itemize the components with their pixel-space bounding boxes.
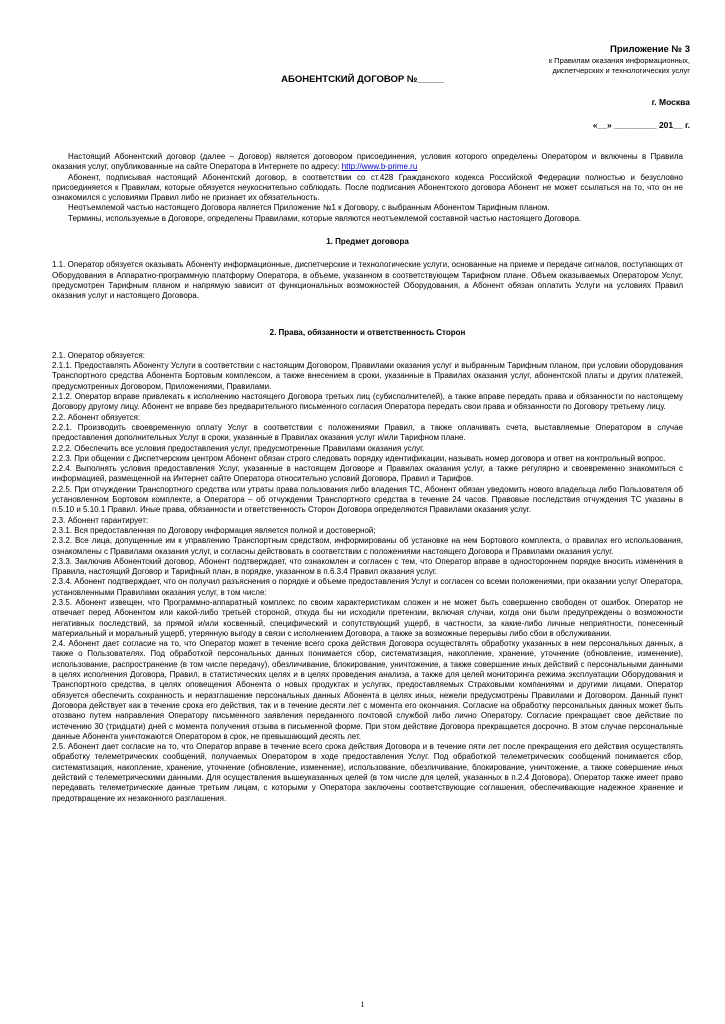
page-number: 1 — [360, 1000, 365, 1009]
clause-2-3-2: 2.3.2. Все лица, допущенные им к управлению Транспортным средством, информированы об установке на нем Бортового комплекта, о правилах его использования, ознакомлены с Правилами оказания услуг, и согласны действовать в соответствии с положениями настоящего Договора и Правилами оказания услуг. — [52, 536, 683, 556]
clause-2-2-1: 2.2.1. Производить своевременную оплату Услуг в соответствии с положениями Правил, а также оплачивать счета, выставляемые Оператором в случае предоставления дополнительных Услуг в сроки, указанные в Правилах оказания услуг и/или Тарифном плане. — [52, 422, 683, 443]
section-1-heading: 1. Предмет договора — [326, 237, 409, 247]
clause-2-2-5: 2.2.5. При отчуждении Транспортного средства или утраты права пользования либо владения ТС, Абонент обязан уведомить нового владельца либо Пользователя об установленном Бортовом комплекте, а Оператора – об отчуждении Транспортного средства в течение 24 часов. Правовые последствия отчуждения ТС указаны в п.5.10 и 5.10.1 Правил. Иные права, обязанности и ответственность Сторон Договора определяются Правилами оказания услуг. — [52, 484, 683, 515]
clause-2-1-1: 2.1.1. Предоставлять Абоненту Услуги в соответствии с настоящим Договором, Правилами оказания услуг и выбранным Тарифным планом, при условии оборудования Транспортного средства Абонента Бортовым комплексом, а также внесением в сроки, указанные в Правилах оказания услуг, абонентской платы и других платежей, предусмотренных Договором, Приложениями, Правилами. — [52, 361, 683, 391]
contract-title: АБОНЕНТСКИЙ ДОГОВОР №_____ — [281, 74, 444, 85]
clause-2-3-5: 2.3.5. Абонент извещен, что Программно-аппаратный комплекс по своим характеристикам сложен и не может быть совершенно свободен от ошибок. Оператор не отвечает перед Абонентом или какой-либо третьей стороной, откуда бы ни исходили претензии, включая случаи, когда они были предупреждены о возможности негативных последствий, за прямой и/или косвенный, специфический и сопутствующий ущерб, в частности, за какие-либо личные неприятности, понесенный материальный и моральный ущерб, утерянную выгоду в связи с исполнением Договора, а также за возможные перерывы либо сбои в обслуживании. — [52, 597, 683, 638]
appendix-block — [549, 44, 690, 76]
clause-2-2-4: 2.2.4. Выполнять условия предоставления Услуг, указанные в настоящем Договоре и Правилах оказания услуг, а также регулярно и своевременно знакомиться с информацией, размещенной на Интернет сайте Оператора относительно условий Договора, Правил и Тарифов. — [52, 464, 683, 484]
preamble-paragraph-4: Термины, используемые в Договоре, определены Правилами, которые являются неотъемлемой составной частью настоящего Договора. — [68, 213, 582, 223]
section-2-heading: 2. Права, обязанности и ответственность Сторон — [269, 327, 466, 337]
preamble-paragraph-2: Абонент, подписывая настоящий Абонентский договор, в соответствии со ст.428 Гражданского кодекса Российской Федерации полностью и безусловно присоединяется к Правилам, которые обязуется неукоснительно соблюдать. После подписания Абонентского договора Абонент не может ссылаться на то, что он не ознакомился с условиями Правил либо не признает их обязательность. — [52, 172, 683, 203]
clause-2-5: 2.5. Абонент дает согласие на то, что Оператор вправе в течение всего срока действия Договора и в течение пяти лет после прекращения его действия осуществлять обработку телеметрических сообщений, получаемых Оператором в ходе предоставления Услуг. Под обработкой телеметрических сообщений понимается сбор, систематизация, накопление, хранение, уточнение (обновление, изменение), использование, обезличивание, блокирование, уничтожение, а также совершение иных действий с телеметрическими данными. Для осуществления вышеуказанных целей (в том числе для целей, указанных в п.2.4 Договора), Оператор также имеет право передавать телеметрические данные третьим лицам, с которыми у Оператора заключены соответствующие соглашения, обеспечивающие надежное хранение и предотвращение их незаконного разглашения. — [52, 742, 683, 803]
clause-1-1: 1.1. Оператор обязуется оказывать Абоненту информационные, диспетчерские и технологические услуги, основанные на приеме и передаче сигналов, поступающих от Оборудования в Аппаратно-программную платформу Оператора, в объеме, указанном в соответствующем Тарифном плане. Объем оказываемых Оператором Услуг, предусмотрен Тарифным планом и напрямую зависит от функциональных возможностей Оборудования, а Абонент обязан оплатить Услуги на условиях Правил оказания услуг и настоящего Договора. — [52, 260, 683, 301]
appendix-subtitle-line2: диспетчерских и технологических услуг — [552, 66, 690, 75]
document-body — [52, 152, 683, 804]
clause-2-3-3: 2.3.3. Заключив Абонентский договор, Абонент подтверждает, что ознакомлен и согласен с тем, что Оператор вправе в одностороннем порядке вносить изменения в Правила, настоящий Договор и Тарифный план, в порядке, указанном в п.6.3.4 Правил оказания услуг. — [52, 556, 683, 577]
preamble-paragraph-3: Неотъемлемой частью настоящего Договора является Приложение №1 к Договору, с выбранным Абонентом Тарифным планом. — [68, 203, 550, 213]
appendix-subtitle-line1: к Правилам оказания информационных, — [548, 56, 690, 65]
operator-website-link[interactable]: http://www.b-prime.ru — [341, 162, 418, 172]
clause-2-1: 2.1. Оператор обязуется: — [52, 350, 145, 360]
clause-2-2: 2.2. Абонент обязуется: — [52, 412, 141, 422]
preamble-paragraph-1 — [52, 152, 683, 173]
clause-2-3-4: 2.3.4. Абонент подтверждает, что он получил разъяснения о порядке и объеме предоставления Услуг и согласен со всеми положениями, при оказании услуг Оператора, установленными Правилами оказания услуг, в том числе: — [52, 577, 683, 597]
clause-2-1-2: 2.1.2. Оператор вправе привлекать к исполнению настоящего Договора третьих лиц (субисполнителей), а также вправе передать права и обязанности по настоящему Договору другому лицу. Абонент не вправе без предварительного письменного согласия Оператора передать свои права и обязанности по Договору третьему лицу. — [52, 392, 683, 412]
appendix-title: Приложение № 3 — [610, 44, 690, 55]
date-line: «__» _________ 201__ г. — [592, 120, 690, 130]
preamble-text: Настоящий Абонентский договор (далее – Договор) является договором присоединения, условия которого определены Оператором и включены в Правила оказания услуг, опубликованные на сайте Оператора в Интернете по адресу: — [52, 152, 683, 172]
clause-2-2-2: 2.2.2. Обеспечить все условия предоставления услуг, предусмотренные Правилами оказания услуг. — [52, 443, 425, 453]
clause-2-2-3: 2.2.3. При общении с Диспетчерским центром Абонент обязан строго следовать порядку идентификации, называть номер договора и ответ на контрольный вопрос. — [52, 453, 666, 463]
clause-2-3-1: 2.3.1. Вся предоставленная по Договору информация является полной и достоверной; — [52, 525, 376, 535]
clause-2-3: 2.3. Абонент гарантирует: — [52, 515, 149, 525]
clause-2-4: 2.4. Абонент дает согласие на то, что Оператор может в течение всего срока действия Договора осуществлять обработку указанных в нем персональных данных, а также о Пользователях. Под обработкой персональных данных понимается сбор, систематизация, накопление, хранение, уточнение (обновление, изменение), использование, распространение (в том числе передачу), обезличивание, блокирование, уничтожение, а также совершение иных действий с персональными данными в целях исполнения Договора, Правил, в статистических целях и в целях проведения анализа, а также для целей мониторинга режима эксплуатации Оборудования и Транспортного средства, в целях оповещения Абонента о новых продуктах и услугах, предоставляемых Страховыми компаниями и другими лицами. Оператор обязуется обеспечить сохранность и неразглашение персональных данных Абонента в целях иных, нежели предусмотрены Правилами и Договором. Данный пункт Договора действует как в течение срока его действия, так и в течение десяти лет с момента его окончания. Согласие на обработку персональных данных может быть отозвано путем направления Оператору письменного заявления переданного почтовой службой либо лично Оператору. Согласие прекращает свое действие по истечению 30 (тридцати) дней с момента получения отзыва в письменной форме. При этом действие Договора прекращается досрочно. В этом случае персональные данные Абонента уничтожаются Оператором в срок, не превышающий десять лет. — [52, 639, 683, 741]
city-label: г. Москва — [651, 97, 690, 107]
